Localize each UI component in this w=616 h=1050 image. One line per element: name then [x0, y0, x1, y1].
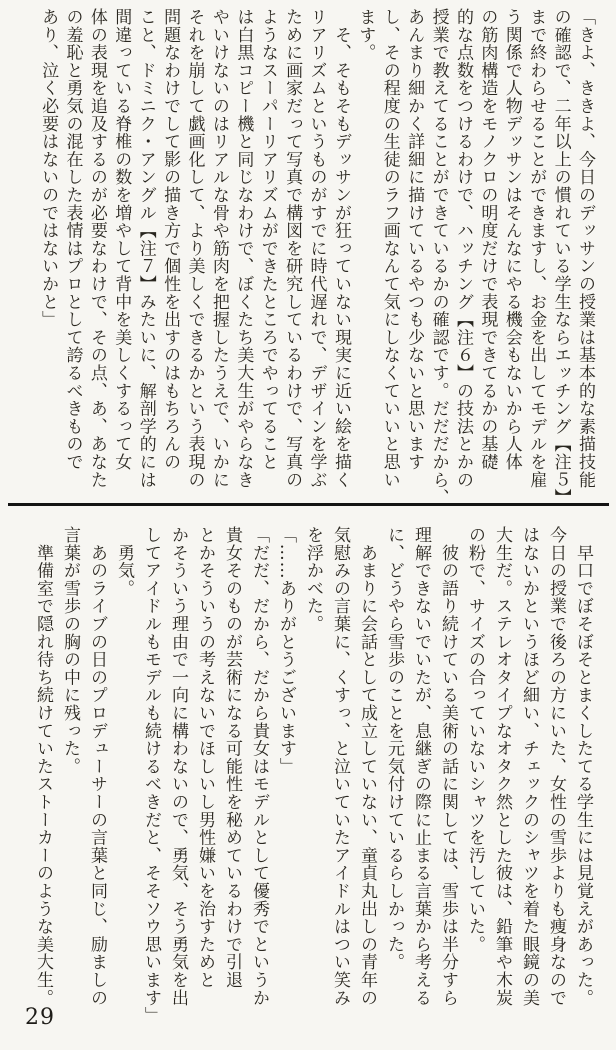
- text-line: してアイドルもモデルも続けるべきだと、そそソウ思います」: [141, 526, 161, 1025]
- text-line: 早口でぼそぼそとまくしたてる学生には見覚えがあった。: [573, 526, 593, 1007]
- text-line: やいけないのはリアルな骨や筋肉を把握したうえで、いかに: [208, 8, 229, 489]
- text-line: まで終わらせることができますし、お金を出してモデルを雇: [526, 8, 547, 489]
- text-line: 準備室で隠れ待ち続けていたストーカーのような美大生。: [33, 526, 53, 1007]
- text-line: それを崩して戯画化して、より美しくできるかという表現の: [184, 8, 205, 489]
- text-line: あり、泣く必要はないのではないかと」: [38, 8, 59, 329]
- text-line: う関係で人物デッサンはそんなにやる機会もないから人体: [501, 8, 522, 471]
- text-line: 今日の授業で後ろの方にいた、女性の雪歩よりも痩身なので: [546, 526, 566, 1007]
- page-number: 29: [25, 1005, 55, 1030]
- text-line: 「きよ、ききよ、今日のデッサンの授業は基本的な素描技能: [575, 8, 595, 489]
- text-line: 勇気。: [114, 526, 134, 598]
- text-line: 授業で教えてることができているかの確認です。だだだから、: [428, 8, 449, 507]
- text-line: ます。: [355, 8, 376, 62]
- text-line: そ、そもそもデッサンが狂っていない現実に近い絵を描く: [330, 8, 351, 489]
- text-line: 彼の語り続けている美術の話に関しては、雪歩は半分すら: [438, 526, 458, 1007]
- text-line: 的な点数をつけるわけで、ハッチング【注６】の技法とかの: [452, 8, 473, 489]
- top-text-block: [36, 8, 597, 507]
- text-line: 言葉が雪歩の胸の中に残った。: [60, 526, 80, 776]
- text-line: リアリズムというものがすでに時代遅れで、デザインを学ぶ: [306, 8, 327, 489]
- text-line: 気慰みの言葉に、くすっ、と泣いていたアイドルはつい笑み: [330, 526, 350, 1007]
- text-line: かそういう理由で一向に構わないので、勇気、そう勇気を出: [168, 526, 188, 1007]
- text-line: の粉で、サイズの合っていないシャツを汚していた。: [465, 526, 485, 954]
- text-line: 間違っている脊椎の数を増やして背中を美しくするって女: [111, 8, 132, 471]
- text-line: とかそういうの考えないでほしいし男性嫌いを治すためと: [195, 526, 215, 989]
- text-line: し、その程度の生徒のラフ画なんて気にしなくていいと思い: [379, 8, 400, 489]
- text-line: 貴女そのものが芸術になる可能性を秘めているわけで引退: [222, 526, 242, 989]
- text-line: は白黒コピー機と同じなわけで、ぼくたち美大生がやらなき: [233, 8, 254, 489]
- text-line: 「だだ、だから、だから貴女はモデルとして優秀でというか: [249, 526, 269, 1007]
- text-line: あんまり細かく詳細に描けているやつも少ないと思います: [404, 8, 425, 471]
- text-line: 大生だ。ステレオタイプなオタク然とした彼は、鉛筆や木炭: [492, 526, 512, 1007]
- text-line: あまりに会話として成立していない、童貞丸出しの青年の: [357, 526, 377, 1007]
- text-line: の筋肉構造をモノクロの明度だけで表現できてるかの基礎: [477, 8, 498, 471]
- text-line: を浮かべた。: [303, 526, 323, 633]
- text-line: ために画家だって写真で構図を研究しているわけで、写真の: [282, 8, 303, 489]
- text-line: 体の表現を追及するのが必要なわけで、その点、あ、あなた: [86, 8, 107, 489]
- text-line: の確認で、二年以上の慣れている学生ならエッチング【注５】: [550, 8, 571, 507]
- text-line: の羞恥と勇気の混在した表情はプロとして誇るべきもので: [62, 8, 83, 471]
- text-line: 「……ありがとうございます」: [276, 526, 296, 776]
- text-line: 理解できないでいたが、息継ぎの際に止まる言葉から考える: [411, 526, 431, 1007]
- text-line: こと、ドミニク・アングル【注７】みたいに、解剖学的には: [135, 8, 156, 489]
- text-line: 問題なわけでして影の描き方で個性を出すのはもちろんの: [160, 8, 181, 471]
- section-divider: [8, 503, 609, 506]
- text-line: はないかというほど細い、チェックのシャツを着た眼鏡の美: [519, 526, 539, 1007]
- text-line: あのライブの日のプロデューサーの言葉と同じ、励ましの: [87, 526, 107, 1007]
- text-line: ようなスーパーリアリズムができたところでやってること: [257, 8, 278, 471]
- text-line: に、どうやら雪歩のことを元気付けているらしかった。: [384, 526, 404, 971]
